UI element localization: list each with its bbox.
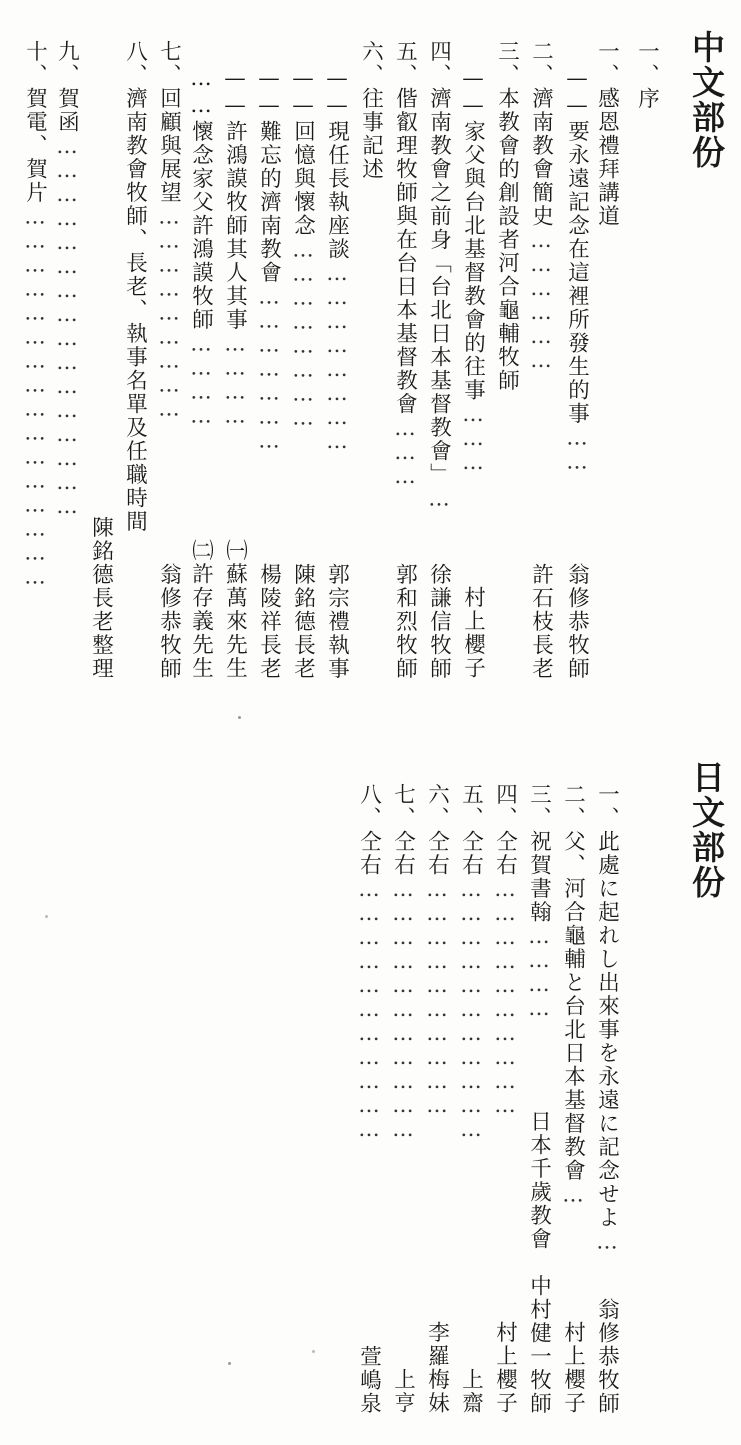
zh-entry-author: 郭宗禮執事 (324, 562, 350, 680)
zh-leader-dots: ……… (460, 402, 486, 474)
zh-entry-title: 一、感恩禮拜講道 (594, 40, 620, 228)
ja-entry (392, 783, 414, 1141)
zh-entry-title: ——難忘的濟南教會 (256, 66, 282, 285)
zh-entry-title: 二、濟南教會簡史 (528, 40, 554, 228)
zh-leader-dots: …… (564, 425, 590, 474)
zh-entry-author: 翁修恭牧師 (564, 562, 590, 680)
zh-entry (596, 40, 618, 228)
ja-entry-title: 二、父、河合龜輔と台北日本基督教會 (560, 783, 586, 1183)
zh-entry-author: 陳銘德長老 (290, 562, 316, 680)
zh-entry (124, 40, 146, 534)
zh-leader-dots: ………………… (256, 284, 282, 453)
zh-entry-title: 五、偕叡理牧師與在台日本基督教會 (392, 40, 418, 416)
zh-entry-author: 許石枝長老 (528, 562, 554, 680)
zh-entry-title: 三、本教會的創設者河合龜輔牧師 (494, 40, 520, 393)
zh-entry-title: ——回憶與懷念 (290, 66, 316, 238)
zh-leader-dots: ……………………… (156, 204, 182, 421)
zh-leader-dots: ………………………………………… (22, 204, 48, 589)
zh-entry-author: 郭和烈牧師 (392, 562, 418, 680)
zh-leader-dots: ………… (188, 331, 214, 428)
zh-leader-dots: …………………… (324, 261, 350, 453)
zh-entry (24, 40, 46, 589)
ja-entry-author: 翁修恭牧師 (594, 1297, 620, 1415)
zh-entry-title: ——現任長執座談 (324, 66, 350, 261)
zh-entry (292, 66, 314, 430)
zh-entry-title: ——家父與台北基督教會的往事 (460, 66, 486, 402)
ja-leader-dots: … (560, 1182, 586, 1207)
zh-leader-dots: ……………… (528, 228, 554, 372)
zh-entry (496, 40, 518, 393)
zh-entry (326, 66, 348, 453)
zh-entry-title: ……懷念家父許鴻謨牧師 (188, 66, 214, 332)
zh-entry (224, 66, 246, 428)
ja-entry-author: 上齋 (458, 1368, 484, 1415)
japanese-heading: 日文部份 (687, 760, 726, 900)
zh-leader-dots: …………………… (290, 237, 316, 430)
chinese-heading: 中文部份 (687, 30, 726, 170)
scan-speck (312, 1350, 315, 1353)
zh-entry-author: 陳銘德長老整理 (88, 515, 114, 680)
ja-entry-author: 上亨 (390, 1368, 416, 1415)
zh-entry-author: 徐謙信牧師 (426, 562, 452, 680)
ja-entry (528, 783, 550, 1020)
ja-entry (460, 783, 482, 1141)
ja-leader-dots: … (594, 1229, 620, 1254)
zh-entry (530, 40, 552, 372)
zh-entry-title: 一、序 (634, 40, 660, 111)
zh-entry (428, 40, 450, 511)
zh-leader-dots: ………………………………………… (54, 134, 80, 518)
zh-entry-author: 村上櫻子 (460, 586, 486, 680)
zh-leader-dots: … (426, 486, 452, 511)
zh-entry-title: 八、濟南教會牧師、長老、執事名單及任職時間 (122, 40, 148, 534)
zh-entry (360, 40, 382, 181)
zh-leader-dots: ……… (392, 416, 418, 488)
scan-speck (45, 915, 48, 918)
zh-entry (190, 66, 212, 428)
ja-leader-dots: …………………………… (390, 877, 416, 1141)
ja-entry (358, 783, 380, 1141)
ja-entry-author: 萱嶋泉 (356, 1344, 382, 1415)
ja-entry-title: 五、仝右 (458, 783, 484, 877)
ja-entry (562, 783, 584, 1207)
ja-entry-title: 六、仝右 (424, 783, 450, 877)
scan-speck (228, 1362, 231, 1365)
zh-entry-author: 翁修恭牧師 (156, 562, 182, 680)
ja-entry (426, 783, 448, 1117)
zh-entry-author: 楊陵祥長老 (256, 562, 282, 680)
ja-leader-dots: ………… (526, 924, 552, 1020)
zh-entry-title: 七、回顧與展望 (156, 40, 182, 205)
zh-leader-dots: ………… (222, 331, 248, 428)
ja-entry-author: 李羅梅妹 (424, 1321, 450, 1415)
zh-entry-title: 十、賀電、賀片 (22, 40, 48, 205)
zh-entry-author: ㈡許存義先生 (188, 539, 214, 680)
ja-entry-title: 八、仝右 (356, 783, 382, 877)
zh-entry (462, 66, 484, 474)
zh-entry-title: 四、濟南教會之前身「台北日本基督教會」 (426, 40, 452, 487)
zh-entry-title: ——許鴻謨牧師其人其事 (222, 66, 248, 332)
ja-entry-author: 日本千歲教會 中村健一牧師 (526, 1109, 552, 1415)
zh-entry (636, 40, 658, 111)
zh-entry-title: 六、往事記述 (358, 40, 384, 181)
zh-entry (566, 66, 588, 474)
chinese-section (0, 0, 741, 720)
ja-entry-title: 一、此處に起れし出來事を永遠に記念せよ (594, 783, 620, 1230)
zh-entry-author: ㈠蘇萬來先生 (222, 539, 248, 680)
scan-speck (238, 716, 241, 719)
japanese-section (0, 745, 741, 1445)
zh-entry-title: 九、賀函 (54, 40, 80, 134)
ja-entry-title: 七、仝右 (390, 783, 416, 877)
ja-leader-dots: …………………………… (356, 877, 382, 1141)
ja-entry (494, 783, 516, 1117)
ja-leader-dots: ………………………… (424, 877, 450, 1117)
zh-entry (56, 40, 78, 518)
ja-entry (596, 783, 618, 1254)
zh-entry (258, 66, 280, 453)
ja-leader-dots: ………………………… (492, 877, 518, 1117)
ja-entry-title: 三、祝賀書翰 (526, 783, 552, 924)
zh-entry (158, 40, 180, 421)
zh-entry (394, 40, 416, 488)
ja-entry-author: 村上櫻子 (492, 1321, 518, 1415)
ja-entry-author: 村上櫻子 (560, 1321, 586, 1415)
ja-entry-title: 四、仝右 (492, 783, 518, 877)
zh-entry-title: ——要永遠記念在這裡所發生的事 (564, 66, 590, 426)
ja-leader-dots: …………………………… (458, 877, 484, 1141)
